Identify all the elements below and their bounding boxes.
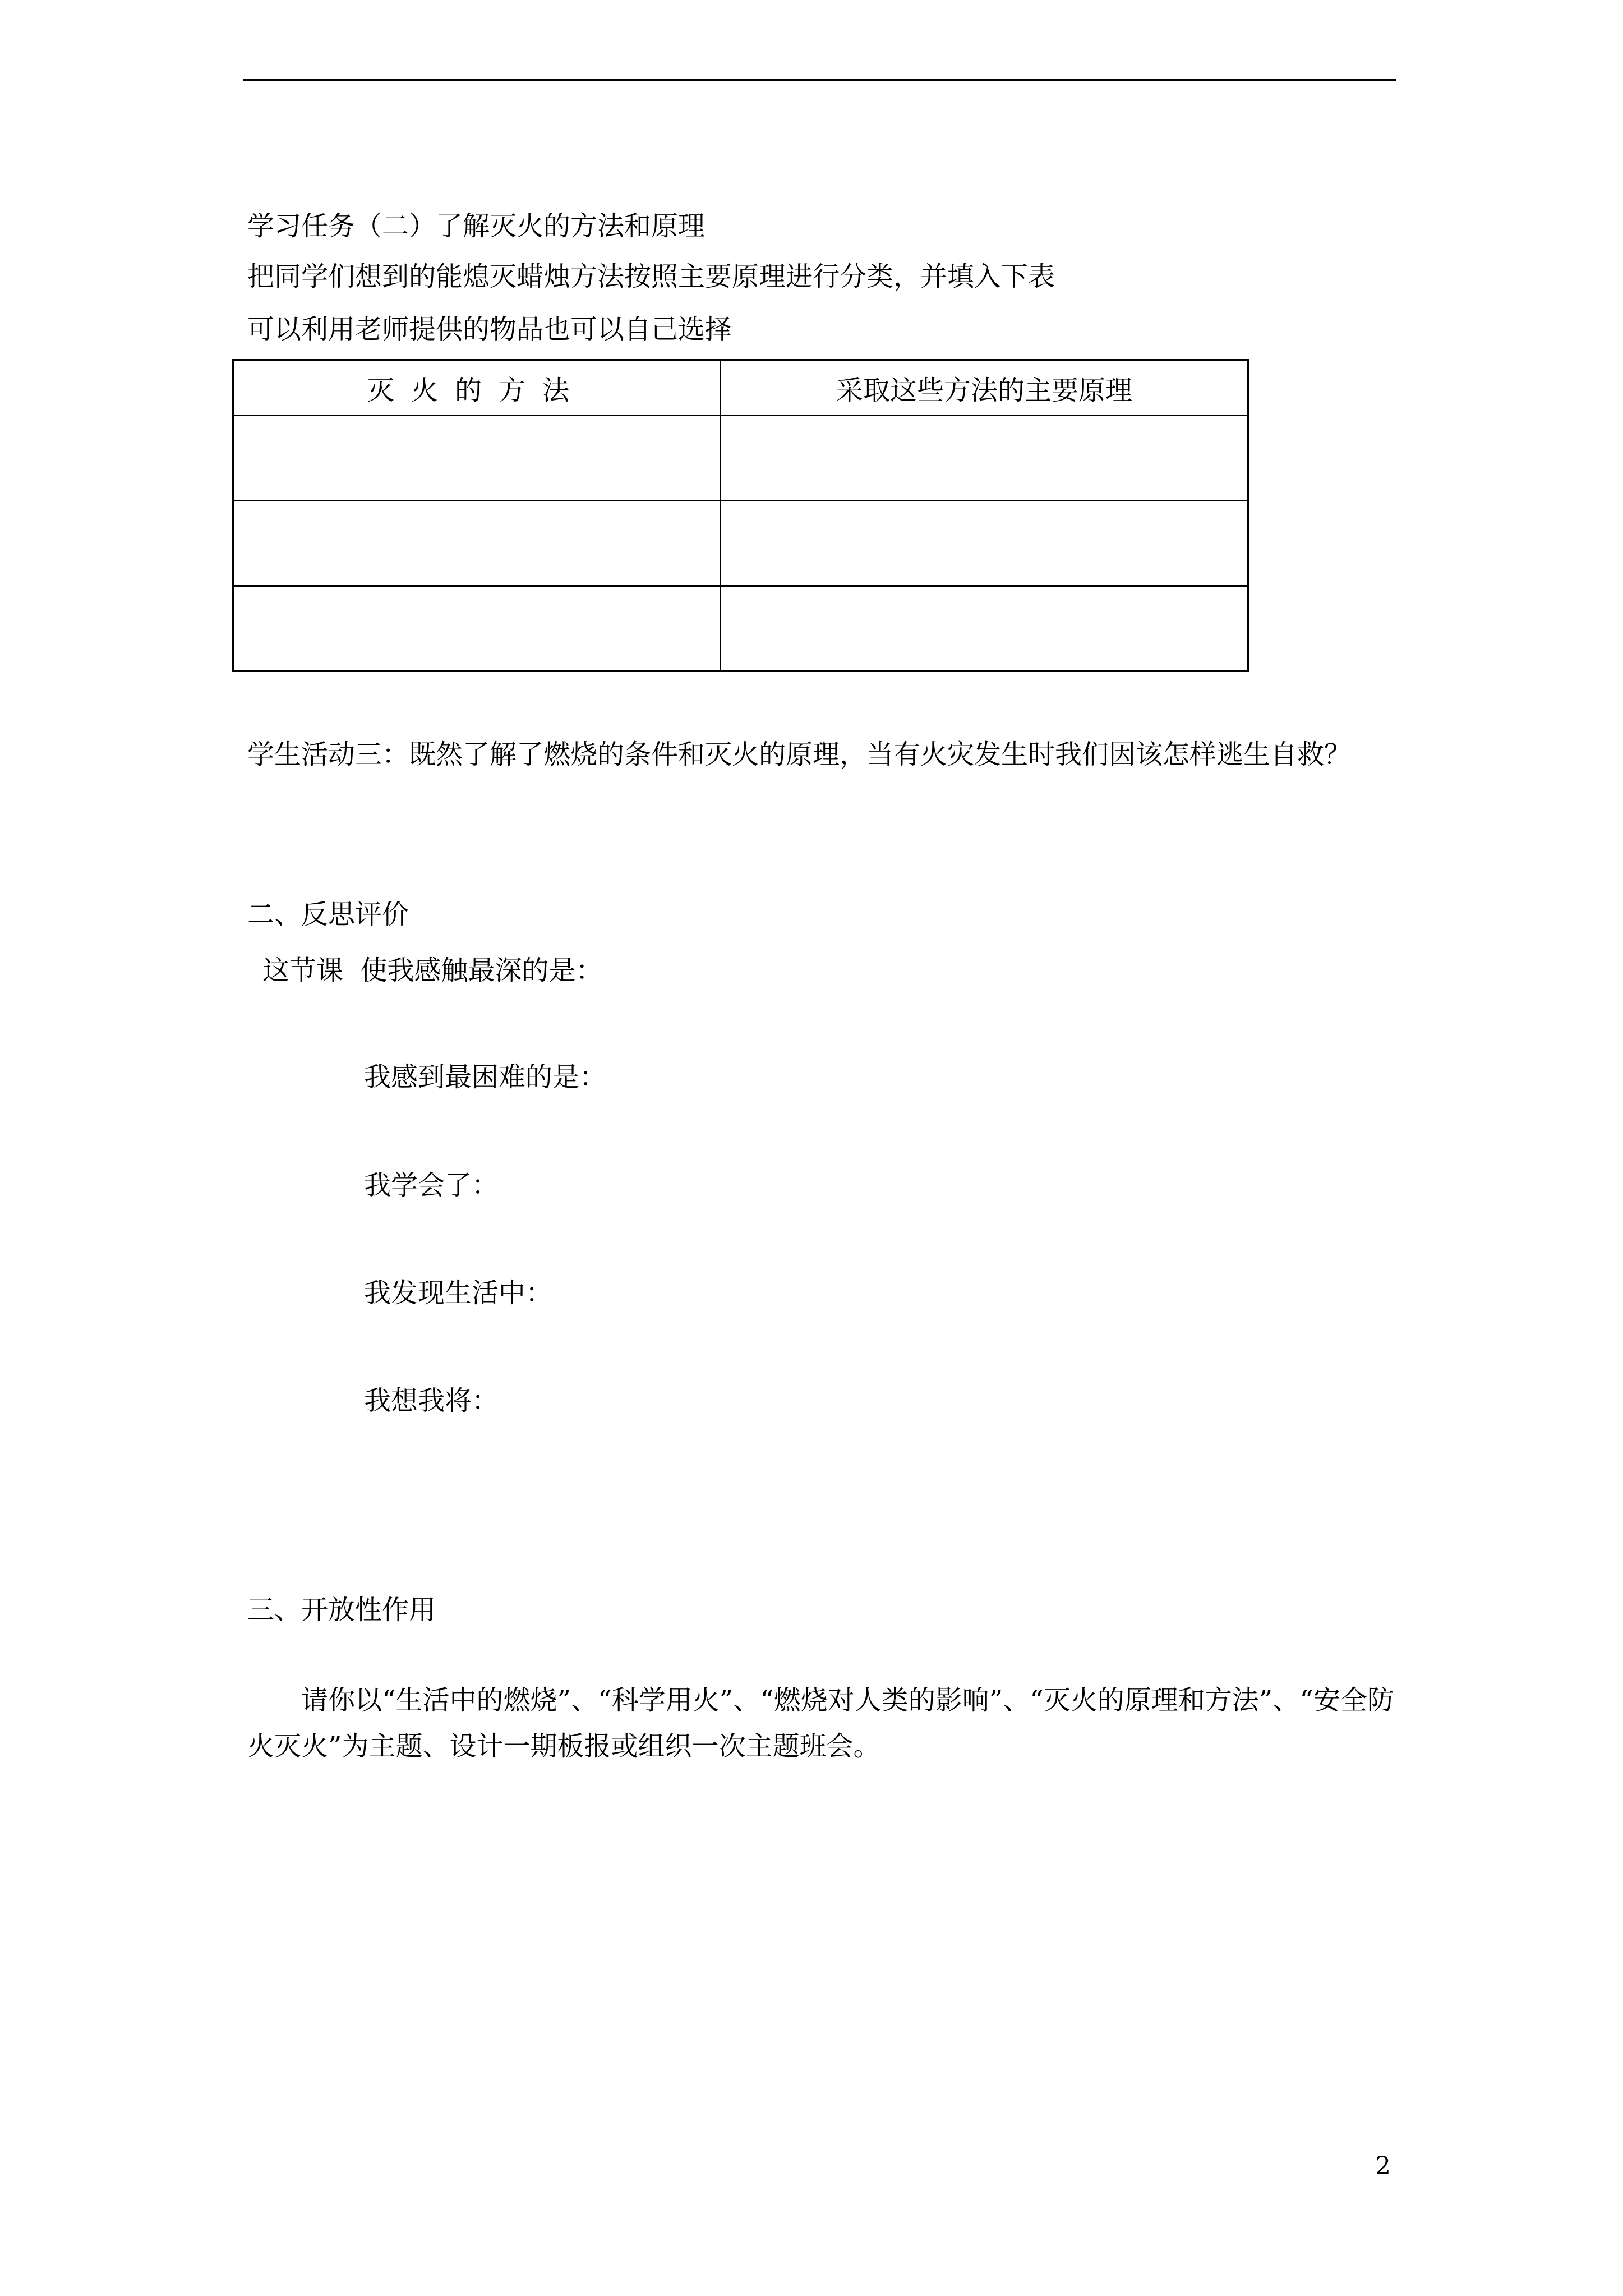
table-header-row — [233, 360, 1248, 416]
task-instruction: 把同学们想到的能熄灭蜡烛方法按照主要原理进行分类，并填入下表 — [247, 261, 1055, 292]
table-cell-principle[interactable] — [721, 416, 1248, 501]
task-title: 学习任务（二）了解灭火的方法和原理 — [247, 210, 706, 242]
reflection-prompt-deepest: 这节课 使我感触最深的是： — [262, 955, 603, 986]
table-row — [233, 416, 1248, 501]
reflection-prompt-difficult: 我感到最困难的是： — [364, 1061, 607, 1093]
reflection-prompt-discovered: 我发现生活中： — [364, 1277, 553, 1309]
student-activity-three: 学生活动三：既然了解了燃烧的条件和灭火的原理，当有火灾发生时我们因该怎样逃生自救？ — [247, 739, 1352, 770]
table-cell-principle[interactable] — [721, 586, 1248, 671]
reflection-prompt-will: 我想我将： — [364, 1385, 499, 1416]
header-rule — [243, 79, 1396, 81]
header-method: 灭火的方法 — [233, 360, 721, 416]
section-three-title: 三、开放性作用 — [247, 1594, 436, 1626]
table-cell-method[interactable] — [233, 416, 721, 501]
task-note: 可以利用老师提供的物品也可以自己选择 — [247, 314, 732, 345]
section-three-paragraph: 请你以“生活中的燃烧”、“科学用火”、“燃烧对人类的影响”、“灭火的原理和方法”、“安全防火灭火”为主题、设计一期板报或组织一次主题班会。 — [247, 1685, 1394, 1762]
table-cell-method[interactable] — [233, 586, 721, 671]
table-cell-principle[interactable] — [721, 501, 1248, 586]
method-table — [232, 359, 1249, 672]
table-row — [233, 501, 1248, 586]
section-two-title: 二、反思评价 — [247, 899, 409, 930]
table-cell-method[interactable] — [233, 501, 721, 586]
table-row — [233, 586, 1248, 671]
header-principle: 采取这些方法的主要原理 — [721, 360, 1248, 416]
reflection-prompt-learned: 我学会了： — [364, 1170, 499, 1201]
page-number: 2 — [1375, 2152, 1391, 2180]
